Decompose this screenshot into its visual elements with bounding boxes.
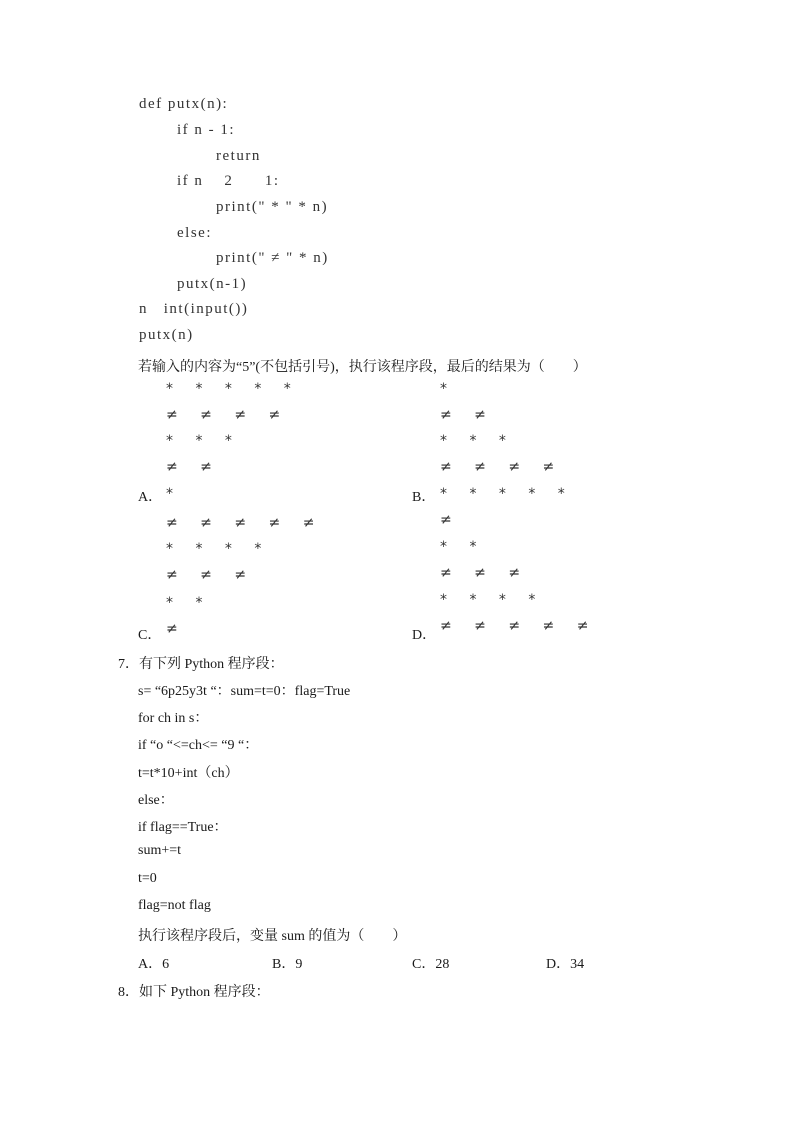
- code-line: n int(input()): [139, 301, 249, 317]
- option-c-label: C．: [138, 628, 162, 643]
- option-b-label: B．: [412, 490, 436, 505]
- code-line: print(" ≠ " * n): [216, 250, 329, 266]
- code-line: else:: [177, 225, 212, 241]
- option-d-line: ≠: [440, 512, 461, 528]
- code-line: for ch in s：: [138, 711, 209, 726]
- code-line: else：: [138, 793, 174, 808]
- option-c-line: ≠ ≠ ≠: [166, 567, 256, 583]
- option-d-line: ≠ ≠ ≠: [440, 565, 530, 581]
- code-line: flag=not flag: [138, 898, 211, 913]
- option-b-line: * * *: [440, 433, 515, 449]
- option-b-line: ≠ ≠ ≠ ≠: [440, 459, 564, 475]
- q7-option-b: B．9: [272, 957, 303, 972]
- option-a-line: *: [166, 486, 182, 502]
- code-line: t=t*10+int（ch）: [138, 766, 239, 781]
- option-d-line: * *: [440, 539, 486, 555]
- code-line: s= “6p25y3t “：sum=t=0：flag=True: [138, 684, 351, 699]
- code-line: t=0: [138, 871, 157, 886]
- option-a-label: A．: [138, 490, 163, 505]
- code-line: if n 2 1:: [177, 173, 280, 189]
- option-c-line: ≠ ≠ ≠ ≠ ≠: [166, 515, 324, 531]
- option-d-label: D．: [412, 628, 437, 643]
- option-c-line: * *: [166, 595, 212, 611]
- option-a-line: * * *: [166, 433, 241, 449]
- code-line: putx(n-1): [177, 276, 248, 292]
- question-8-title: 8．如下 Python 程序段：: [118, 985, 270, 1000]
- option-b-line: *: [440, 381, 456, 397]
- q7-option-d: D．34: [546, 957, 585, 972]
- option-c-line: * * * *: [166, 541, 271, 557]
- option-d-line: * * * *: [440, 592, 545, 608]
- code-line: return: [216, 148, 261, 164]
- option-b-line: * * * * *: [440, 486, 574, 502]
- code-line: if flag==True：: [138, 820, 228, 835]
- q7-option-a: A．6: [138, 957, 170, 972]
- code-line: def putx(n):: [139, 96, 229, 112]
- code-line: putx(n): [139, 327, 194, 343]
- code-line: sum+=t: [138, 843, 182, 858]
- option-a-line: ≠ ≠: [166, 459, 221, 475]
- option-a-line: * * * * *: [166, 381, 300, 397]
- question-7-stem: 执行该程序段后，变量 sum 的值为（ ）: [138, 929, 407, 944]
- option-a-line: ≠ ≠ ≠ ≠: [166, 407, 290, 423]
- option-d-line: ≠ ≠ ≠ ≠ ≠: [440, 618, 598, 634]
- question-6-stem: 若输入的内容为“5”(不包括引号)，执行该程序段，最后的结果为（ ）: [138, 360, 587, 375]
- option-b-line: ≠ ≠: [440, 407, 495, 423]
- q7-option-c: C．28: [412, 957, 450, 972]
- code-line: print(" * " * n): [216, 199, 329, 215]
- code-line: if n - 1:: [177, 122, 236, 138]
- option-c-line: ≠: [166, 621, 187, 637]
- code-line: if “o “<=ch<= “9 “：: [138, 738, 259, 753]
- question-7-title: 7．有下列 Python 程序段：: [118, 657, 284, 672]
